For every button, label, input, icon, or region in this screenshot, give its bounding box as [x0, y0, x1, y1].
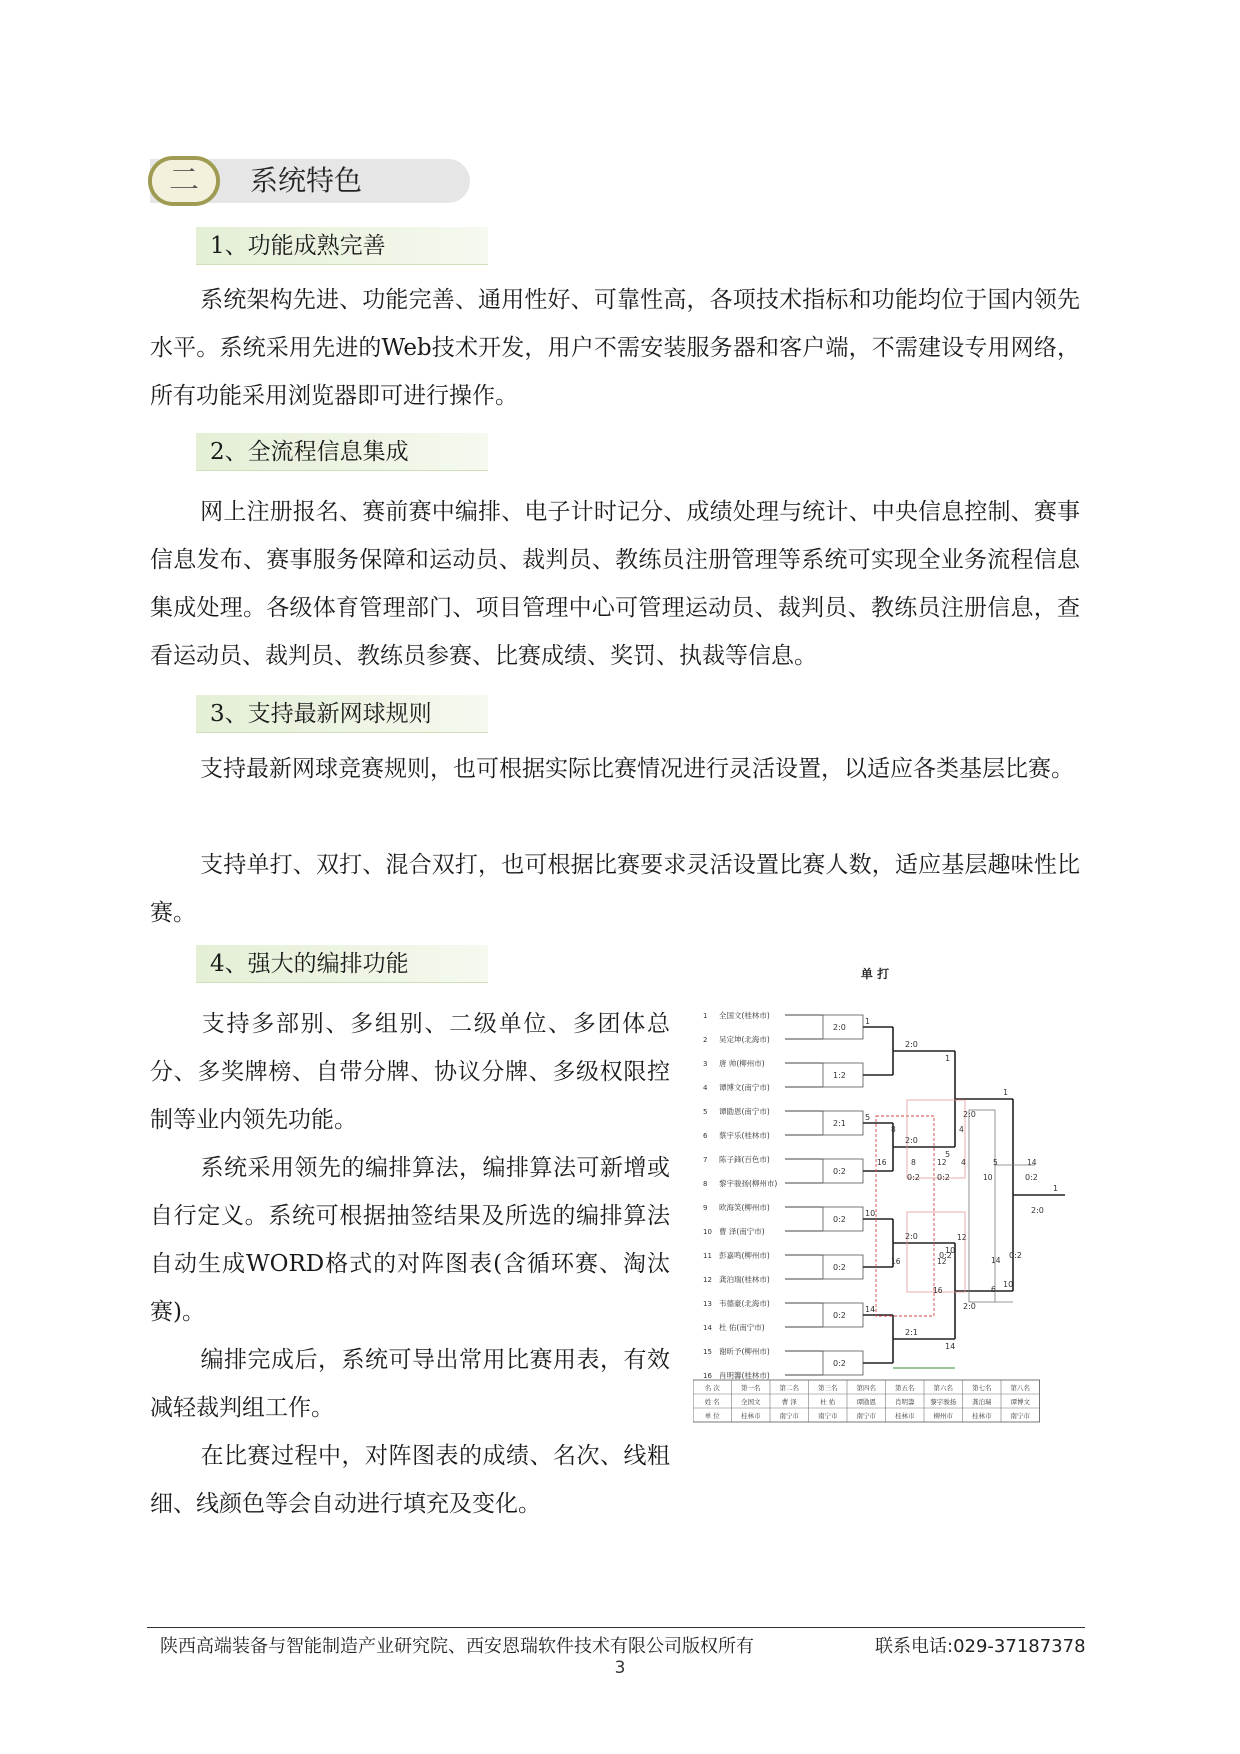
bracket-score: 2:1	[833, 1119, 846, 1128]
feature-paragraph-4a: 支持多部别、多组别、二级单位、多团体总分、多奖牌榜、自带分牌、协议分牌、多级权限控制等业内领先功能。	[150, 1011, 670, 1133]
playoff-label: 12	[957, 1233, 967, 1242]
playoff-box	[907, 1212, 965, 1292]
bracket-seed-number: 13	[703, 1300, 712, 1308]
bracket-winner-label: 1	[945, 1054, 951, 1063]
bracket-player: 曹 泽(南宁市)	[719, 1227, 765, 1236]
playoff-label: 6	[991, 1285, 996, 1294]
bracket-winner-label: 14	[865, 1305, 876, 1314]
bracket-seed-number: 15	[703, 1348, 712, 1356]
feature-paragraph-3b: 支持单打、双打、混合双打，也可根据比赛要求灵活设置比赛人数，适应基层趣味性比赛。	[150, 852, 1080, 926]
bracket-score: 2:0	[833, 1023, 846, 1032]
bracket-player: 彭嘉鸣(柳州市)	[719, 1251, 770, 1260]
bracket-score: 0:2	[833, 1167, 846, 1176]
bracket-player: 谢昕予(柳州市)	[719, 1347, 770, 1356]
bracket-seed-number: 4	[703, 1084, 708, 1092]
bracket-winner-label: 10	[1003, 1280, 1014, 1289]
playoff-box	[969, 1110, 995, 1302]
bracket-score: 0:2	[833, 1263, 846, 1272]
bracket-player: 韦德豪(北海市)	[719, 1299, 770, 1308]
bracket-champion: 1	[1053, 1184, 1059, 1193]
playoff-label: 12	[937, 1257, 947, 1266]
ranking-cell: 单 位	[704, 1412, 720, 1420]
bracket-winner-label: 14	[945, 1342, 956, 1351]
bracket-winner-label: 1	[865, 1017, 871, 1026]
bracket-player: 龚泊瑞(桂林市)	[719, 1275, 770, 1284]
ranking-cell: 南宁市	[856, 1412, 876, 1420]
ranking-cell: 第一名	[741, 1384, 761, 1392]
footer-copyright: 陕西高端装备与智能制造产业研究院、西安恩瑞软件技术有限公司版权所有	[160, 1636, 754, 1657]
ranking-cell: 龚泊瑞	[972, 1398, 992, 1406]
playoff-label: 14	[991, 1256, 1001, 1265]
bracket-winner-label: 5	[945, 1150, 951, 1159]
playoff-label: 8	[891, 1125, 896, 1134]
ranking-cell: 谭勖恩	[856, 1398, 876, 1406]
feature-heading-4: 4、强大的编排功能	[196, 945, 488, 983]
feature-paragraph-2: 网上注册报名、赛前赛中编排、电子计时记分、成绩处理与统计、中央信息控制、赛事信息发布、赛事服务保障和运动员、裁判员、教练员注册管理等系统可实现全业务流程信息集成处理。各级体育管理部门、项目管理中心可管理运动员、裁判员、教练员注册信息，查看运动员、裁判员、教练员参赛、比赛成绩、奖罚、执裁等信息。	[150, 499, 1080, 669]
playoff-score: 0:2	[907, 1173, 920, 1182]
bracket-winner-label: 10	[945, 1246, 956, 1255]
ranking-cell: 南宁市	[779, 1412, 799, 1420]
bracket-score: 2:1	[905, 1328, 918, 1337]
bracket-score: 1:2	[833, 1071, 846, 1080]
ranking-cell: 姓 名	[704, 1398, 720, 1406]
ranking-cell: 黎宇骏扬	[930, 1398, 957, 1406]
playoff-score: 0:2	[1009, 1251, 1022, 1260]
bracket-score: 2:0	[905, 1040, 918, 1049]
playoff-label: 4	[959, 1125, 964, 1134]
playoff-label: 16	[891, 1257, 901, 1266]
ranking-cell: 肖明籌	[895, 1398, 915, 1406]
bracket-seed-number: 11	[703, 1252, 712, 1260]
playoff-label: 12	[937, 1158, 947, 1167]
playoff-label: 16	[877, 1158, 887, 1167]
ranking-cell: 名 次	[704, 1384, 720, 1392]
ranking-cell: 曹 泽	[781, 1398, 797, 1406]
bracket-score: 2:0	[905, 1136, 918, 1145]
bracket-score: 2:0	[905, 1232, 918, 1241]
feature-paragraph-4d: 在比赛过程中，对阵图表的成绩、名次、线粗细、线颜色等会自动进行填充及变化。	[150, 1443, 670, 1517]
section-number: 二	[169, 163, 199, 198]
footer-phone: 联系电话:029-37187378	[875, 1636, 1086, 1657]
bracket-seed-number: 16	[703, 1372, 712, 1380]
bracket-figure	[693, 950, 1093, 1490]
bracket-player: 杜 佑(南宁市)	[719, 1323, 765, 1332]
playoff-score: 0:2	[939, 1251, 952, 1260]
playoff-box	[876, 1116, 934, 1316]
bracket-player: 谭勖恩(南宁市)	[719, 1107, 770, 1116]
ranking-cell: 第六名	[933, 1384, 953, 1392]
bracket-player: 谭博文(南宁市)	[719, 1083, 770, 1092]
section-title: 系统特色	[250, 164, 363, 197]
bracket-seed-number: 7	[703, 1156, 708, 1164]
playoff-label: 5	[993, 1158, 998, 1167]
playoff-label: 8	[911, 1158, 916, 1167]
bracket-seed-number: 5	[703, 1108, 708, 1116]
bracket-player: 陈子鋒(百色市)	[719, 1155, 770, 1164]
bracket-title: 单 打	[860, 967, 890, 981]
bracket-seed-number: 14	[703, 1324, 712, 1332]
ranking-cell: 第五名	[895, 1384, 915, 1392]
ranking-cell: 南宁市	[1010, 1412, 1030, 1420]
feature-heading-1: 1、功能成熟完善	[196, 227, 488, 265]
bracket-score: 0:2	[833, 1215, 846, 1224]
bracket-player: 全国文(桂林市)	[719, 1011, 770, 1020]
page-number: 3	[614, 1658, 626, 1678]
bracket-seed-number: 3	[703, 1060, 708, 1068]
bracket-player: 唐 帅(柳州市)	[719, 1059, 765, 1068]
playoff-label: 10	[983, 1173, 993, 1182]
feature-paragraph-1: 系统架构先进、功能完善、通用性好、可靠性高，各项技术指标和功能均位于国内领先水平。系统采用先进的Web技术开发，用户不需安装服务器和客户端，不需建设专用网络，所有功能采用浏览器即可进行操作。	[150, 287, 1080, 409]
bracket-seed-number: 10	[703, 1228, 712, 1236]
playoff-score: 0:2	[937, 1173, 950, 1182]
bracket-score: 2:0	[963, 1302, 976, 1311]
feature-heading-2: 2、全流程信息集成	[196, 433, 488, 471]
feature-paragraph-3a: 支持最新网球竞赛规则，也可根据实际比赛情况进行灵活设置，以适应各类基层比赛。	[200, 756, 1074, 782]
bracket-seed-number: 8	[703, 1180, 708, 1188]
bracket-winner-label: 10	[865, 1209, 876, 1218]
playoff-score: 0:2	[1025, 1173, 1038, 1182]
ranking-cell: 桂林市	[895, 1412, 915, 1420]
ranking-cell: 第七名	[972, 1384, 992, 1392]
ranking-cell: 谭博文	[1010, 1398, 1030, 1406]
ranking-cell: 第二名	[779, 1384, 799, 1392]
bracket-winner-label: 5	[865, 1113, 871, 1122]
ranking-cell: 第三名	[818, 1384, 838, 1392]
bracket-seed-number: 6	[703, 1132, 708, 1140]
bracket-score: 0:2	[833, 1359, 846, 1368]
ranking-cell: 柳州市	[933, 1412, 953, 1420]
bracket-player: 欧海笑(柳州市)	[719, 1203, 770, 1212]
ranking-cell: 南宁市	[818, 1412, 838, 1420]
bracket-player: 黎宇骏扬(柳州市)	[719, 1179, 778, 1188]
feature-paragraph-4b: 系统采用领先的编排算法，编排算法可新增或自行定义。系统可根据抽签结果及所选的编排算法自动生成WORD格式的对阵图表(含循环赛、淘汰赛)。	[150, 1155, 670, 1325]
bracket-seed-number: 9	[703, 1204, 708, 1212]
bracket-seed-number: 12	[703, 1276, 712, 1284]
bracket-score: 2:0	[963, 1110, 976, 1119]
ranking-cell: 桂林市	[741, 1412, 761, 1420]
bracket-winner-label: 1	[1003, 1088, 1009, 1097]
playoff-label: 4	[961, 1158, 966, 1167]
bracket-chart	[693, 950, 1093, 1490]
bracket-player: 蔡宇乐(桂林市)	[719, 1131, 770, 1140]
feature-paragraph-4c: 编排完成后，系统可导出常用比赛用表，有效减轻裁判组工作。	[150, 1347, 670, 1421]
ranking-cell: 第八名	[1010, 1384, 1030, 1392]
bracket-seed-number: 1	[703, 1012, 708, 1020]
ranking-cell: 第四名	[856, 1384, 876, 1392]
bracket-seed-number: 2	[703, 1036, 708, 1044]
bracket-player: 肖明籌(桂林市)	[719, 1371, 770, 1380]
playoff-label: 14	[1027, 1158, 1037, 1167]
playoff-label: 16	[933, 1286, 943, 1295]
ranking-cell: 全国文	[741, 1398, 761, 1406]
footer-divider	[147, 1627, 1085, 1628]
bracket-player: 吴定坤(北海市)	[719, 1035, 770, 1044]
bracket-score: 2:0	[1031, 1206, 1044, 1215]
bracket-score: 0:2	[833, 1311, 846, 1320]
ranking-cell: 杜 佑	[820, 1398, 836, 1406]
feature-heading-3: 3、支持最新网球规则	[196, 695, 488, 733]
ranking-cell: 桂林市	[972, 1412, 992, 1420]
